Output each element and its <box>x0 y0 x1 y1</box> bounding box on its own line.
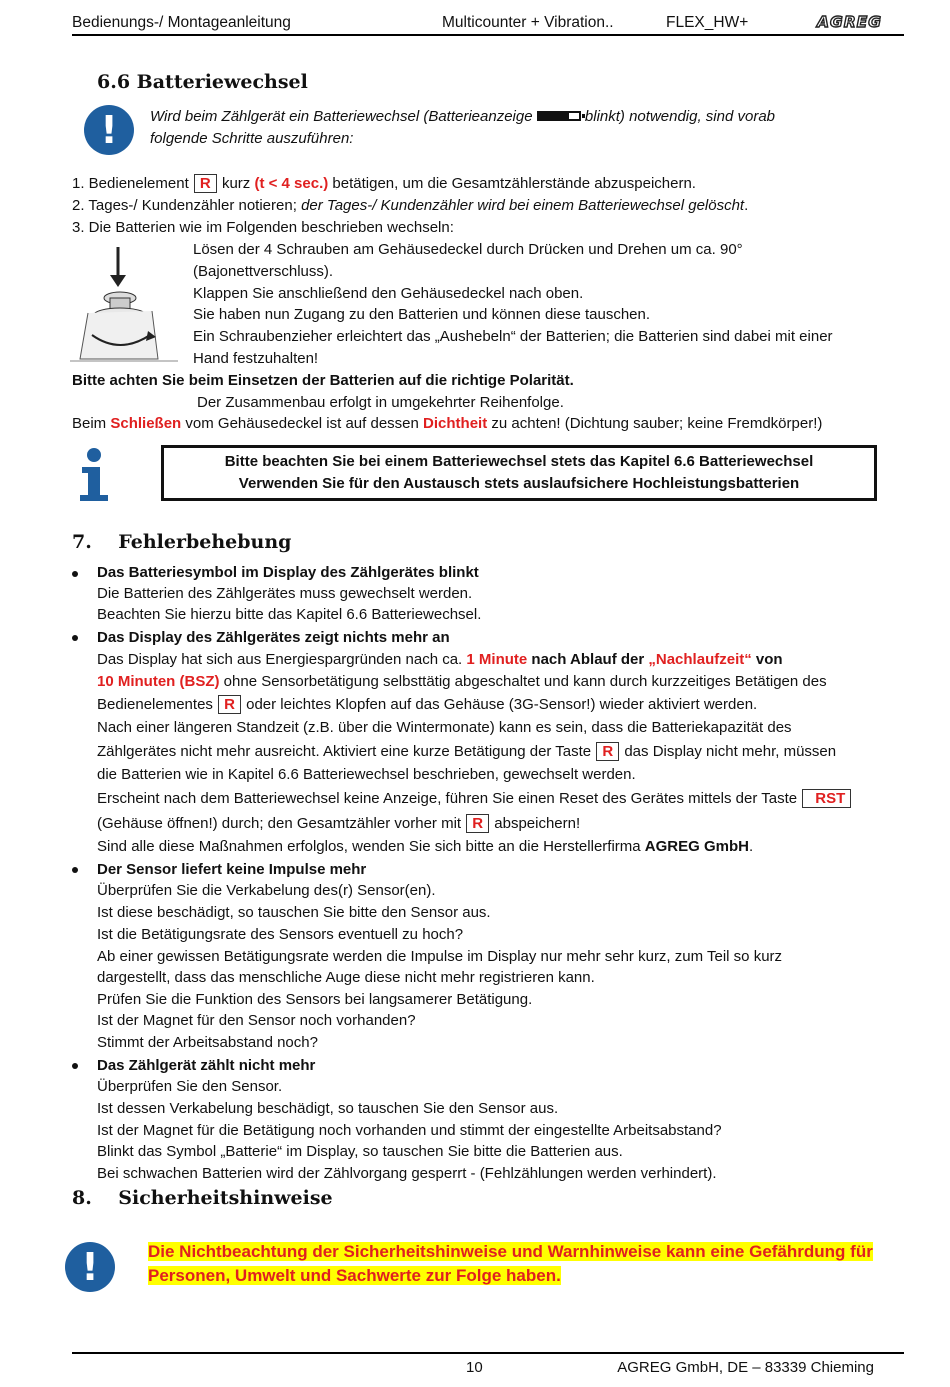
text-line: Bei schwachen Batterien wird der Zählvorgang gesperrt - (Fehlzählungen werden verhindert). <box>97 1165 717 1182</box>
text-line: Stimmt der Arbeitsabstand noch? <box>97 1034 318 1051</box>
text-line: Ab einer gewissen Betätigungsrate werden die Impulse im Display nur mehr sehr kurz, zum Teil so kurz <box>97 948 783 965</box>
page-footer <box>72 1352 904 1376</box>
issue-counting: Das Zählgerät zählt nicht mehr <box>97 1057 316 1074</box>
text-line: Ist die Betätigungsrate des Sensors eventuell zu hoch? <box>97 926 464 943</box>
battery-note: Wird beim Zählgerät ein Batteriewechsel (Batterieanzeige blinkt) notwendig, sind vorab <box>150 108 776 125</box>
step-3: 3. Die Batterien wie im Folgenden beschrieben wechseln: <box>72 219 454 236</box>
desc-6: Hand festzuhalten! <box>193 350 319 367</box>
screw-diagram <box>70 243 180 363</box>
text-line: Bedienelementes R oder leichtes Klopfen auf das Gehäuse (3G-Sensor!) wieder aktiviert werden. <box>97 696 758 713</box>
text-line: Zählgerätes nicht mehr ausreicht. Aktiviert eine kurze Betätigung der Taste R das Display nicht mehr, müssen <box>97 743 837 760</box>
section-7-title: 7. Fehlerbehebung <box>72 531 292 553</box>
section-6-6-title: 6.6 Batteriewechsel <box>97 71 308 93</box>
agreg-logo: AGREG <box>817 13 882 31</box>
exclamation-icon: ! <box>84 105 134 155</box>
desc-3: Klappen Sie anschließend den Gehäusedeckel nach oben. <box>193 285 584 302</box>
issue-display: Das Display des Zählgerätes zeigt nichts mehr an <box>97 629 450 646</box>
section-8-title: 8. Sicherheitshinweise <box>72 1187 333 1209</box>
text-line: Die Batterien des Zählgerätes muss gewechselt werden. <box>97 585 473 602</box>
reverse-assembly: Der Zusammenbau erfolgt in umgekehrter Reihenfolge. <box>197 394 564 411</box>
header-left: Bedienungs-/ Montageanleitung <box>72 14 291 31</box>
header-middle: Multicounter + Vibration.. <box>442 14 614 31</box>
polarity-note: Bitte achten Sie beim Einsetzen der Batterien auf die richtige Polarität. <box>72 372 574 389</box>
page-number: 10 <box>466 1359 483 1376</box>
text-line: Blinkt das Symbol „Batterie“ im Display, so tauschen Sie bitte die Batterien aus. <box>97 1143 623 1160</box>
desc-5: Ein Schraubenzieher erleichtert das „Aushebeln“ der Batterien; die Batterien sind dabei mit einer <box>193 328 833 345</box>
key-r: R <box>194 174 217 193</box>
text-line: Prüfen Sie die Funktion des Sensors bei langsamerer Betätigung. <box>97 991 533 1008</box>
key-r: R <box>218 695 241 714</box>
key-r: R <box>466 814 489 833</box>
text-line: Erscheint nach dem Batteriewechsel keine Anzeige, führen Sie einen Reset des Gerätes mittels der Taste RST <box>97 788 852 810</box>
text-line: Ist dessen Verkabelung beschädigt, so tauschen Sie den Sensor aus. <box>97 1100 559 1117</box>
notice-line-2: Verwenden Sie für den Austausch stets auslaufsichere Hochleistungsbatterien <box>238 475 800 492</box>
text-line: Beachten Sie hierzu bitte das Kapitel 6.6 Batteriewechsel. <box>97 606 482 623</box>
notice-box <box>161 445 877 501</box>
company-address: AGREG GmbH, DE – 83339 Chieming <box>617 1359 874 1376</box>
battery-note-2: folgende Schritte auszuführen: <box>150 130 354 147</box>
bullet <box>72 1063 78 1069</box>
text-line: Das Display hat sich aus Energiespargründen nach ca. 1 Minute nach Ablauf der „Nachlaufzeit“ von <box>97 651 783 668</box>
bullet <box>72 867 78 873</box>
warning-line-2: Personen, Umwelt und Sachwerte zur Folge haben. <box>148 1266 561 1285</box>
text-line: Ist der Magnet für den Sensor noch vorhanden? <box>97 1012 416 1029</box>
header-right: FLEX_HW+ <box>666 14 749 31</box>
text-line: 10 Minuten (BSZ) ohne Sensorbetätigung selbsttätig abgeschaltet und kann durch kurzzeitiges Betätigen des <box>97 673 827 690</box>
desc-4: Sie haben nun Zugang zu den Batterien und können diese tauschen. <box>193 306 651 323</box>
step-1: 1. Bedienelement R kurz (t < 4 sec.) betätigen, um die Gesamtzählerstände abzuspeichern. <box>72 175 696 192</box>
page-header <box>72 8 904 36</box>
text-line: die Batterien wie in Kapitel 6.6 Batteriewechsel beschrieben, gewechselt werden. <box>97 766 636 783</box>
text-line: Sind alle diese Maßnahmen erfolglos, wenden Sie sich bitte an die Herstellerfirma AGREG GmbH. <box>97 838 754 855</box>
step-2: 2. Tages-/ Kundenzähler notieren; der Tages-/ Kundenzähler wird bei einem Batteriewechsel gelöscht. <box>72 197 749 214</box>
info-icon <box>76 447 112 503</box>
desc-1: Lösen der 4 Schrauben am Gehäusedeckel durch Drücken und Drehen um ca. 90° <box>193 241 743 258</box>
notice-line-1: Bitte beachten Sie bei einem Batteriewechsel stets das Kapitel 6.6 Batteriewechsel <box>224 453 814 470</box>
text-line: Ist diese beschädigt, so tauschen Sie bitte den Sensor aus. <box>97 904 491 921</box>
issue-battery: Das Batteriesymbol im Display des Zählgerätes blinkt <box>97 564 479 581</box>
bullet <box>72 571 78 577</box>
battery-icon <box>537 111 581 121</box>
key-r: R <box>596 742 619 761</box>
text-line: Ist der Magnet für die Betätigung noch vorhanden und stimmt der eingestellte Arbeitsabstand? <box>97 1122 722 1139</box>
desc-2: (Bajonettverschluss). <box>193 263 334 280</box>
text-line: Überprüfen Sie den Sensor. <box>97 1078 283 1095</box>
text-line: (Gehäuse öffnen!) durch; den Gesamtzähler vorher mit R abspeichern! <box>97 815 581 832</box>
issue-sensor: Der Sensor liefert keine Impulse mehr <box>97 861 367 878</box>
closing-note: Beim Schließen vom Gehäusedeckel ist auf dessen Dichtheit zu achten! (Dichtung sauber; keine Fremdkörper!) <box>72 415 823 432</box>
bullet <box>72 635 78 641</box>
text-line: Nach einer längeren Standzeit (z.B. über die Wintermonate) kann es sein, dass die Batteriekapazität des <box>97 719 792 736</box>
warning-line-1: Die Nichtbeachtung der Sicherheitshinweise und Warnhinweise kann eine Gefährdung für <box>148 1242 873 1261</box>
text-line: Überprüfen Sie die Verkabelung des(r) Sensor(en). <box>97 882 436 899</box>
text-line: dargestellt, dass das menschliche Auge diese nicht mehr registrieren kann. <box>97 969 595 986</box>
key-rst: RST <box>802 789 851 808</box>
exclamation-icon: ! <box>65 1242 115 1292</box>
